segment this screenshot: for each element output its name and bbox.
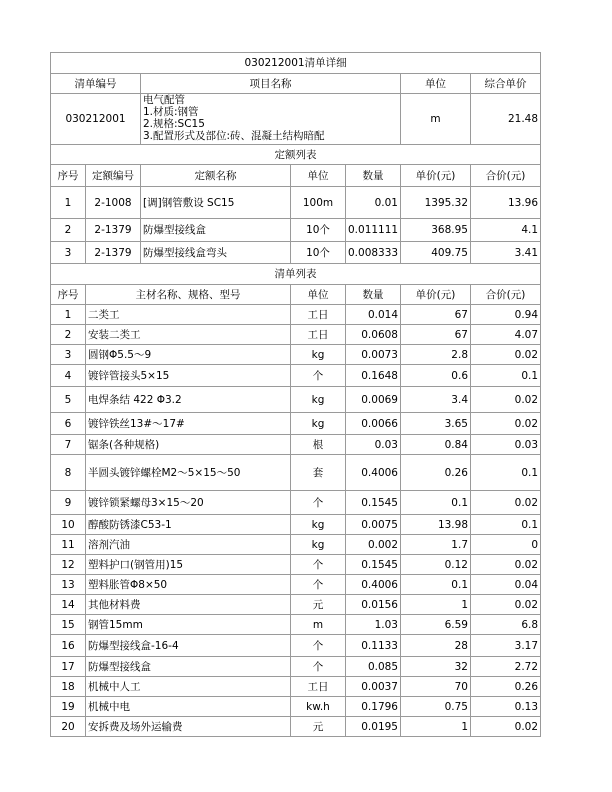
quota-code-header: 定额编号 bbox=[86, 165, 141, 187]
material-total: 3.17 bbox=[471, 635, 541, 657]
material-seq: 12 bbox=[51, 555, 86, 575]
material-unit: kw.h bbox=[291, 697, 346, 717]
material-unit: 套 bbox=[291, 455, 346, 491]
quota-seq: 3 bbox=[51, 242, 86, 264]
quota-code: 2-1008 bbox=[86, 187, 141, 219]
material-qty: 0.0075 bbox=[346, 515, 401, 535]
quota-row bbox=[51, 242, 541, 264]
material-seq: 7 bbox=[51, 435, 86, 455]
quota-seq: 1 bbox=[51, 187, 86, 219]
quota-price-header: 单价(元) bbox=[401, 165, 471, 187]
material-name: 钢管15mm bbox=[86, 615, 291, 635]
material-unit: 根 bbox=[291, 435, 346, 455]
material-qty: 0.0037 bbox=[346, 677, 401, 697]
material-row bbox=[51, 325, 541, 345]
material-total: 0.13 bbox=[471, 697, 541, 717]
material-price: 0.84 bbox=[401, 435, 471, 455]
quota-code: 2-1379 bbox=[86, 219, 141, 242]
material-unit: 个 bbox=[291, 365, 346, 387]
quota-unit: 100m bbox=[291, 187, 346, 219]
quota-unit: 10个 bbox=[291, 242, 346, 264]
material-price: 70 bbox=[401, 677, 471, 697]
quota-total: 13.96 bbox=[471, 187, 541, 219]
quota-qty: 0.01 bbox=[346, 187, 401, 219]
unit-header: 单位 bbox=[401, 74, 471, 94]
material-name: 安装二类工 bbox=[86, 325, 291, 345]
material-unit: 个 bbox=[291, 555, 346, 575]
header-row bbox=[51, 74, 541, 94]
quota-price: 368.95 bbox=[401, 219, 471, 242]
material-qty: 0.002 bbox=[346, 535, 401, 555]
material-unit: m bbox=[291, 615, 346, 635]
material-qty: 0.085 bbox=[346, 657, 401, 677]
material-unit: 工日 bbox=[291, 305, 346, 325]
material-total: 0.02 bbox=[471, 555, 541, 575]
material-row bbox=[51, 435, 541, 455]
material-name: 圆钢Φ5.5～9 bbox=[86, 345, 291, 365]
material-seq: 16 bbox=[51, 635, 86, 657]
material-unit: 工日 bbox=[291, 325, 346, 345]
material-row bbox=[51, 365, 541, 387]
material-seq: 18 bbox=[51, 677, 86, 697]
quota-seq-header: 序号 bbox=[51, 165, 86, 187]
material-price: 0.12 bbox=[401, 555, 471, 575]
material-seq: 2 bbox=[51, 325, 86, 345]
material-total: 0.02 bbox=[471, 387, 541, 413]
materials-section-title: 清单列表 bbox=[51, 264, 541, 285]
material-price: 3.4 bbox=[401, 387, 471, 413]
material-row bbox=[51, 387, 541, 413]
material-seq: 17 bbox=[51, 657, 86, 677]
material-seq: 19 bbox=[51, 697, 86, 717]
material-price: 67 bbox=[401, 325, 471, 345]
material-unit: kg bbox=[291, 387, 346, 413]
quota-row bbox=[51, 219, 541, 242]
material-row bbox=[51, 413, 541, 435]
material-total: 0.02 bbox=[471, 345, 541, 365]
item-desc-line: 1.材质:钢管 bbox=[143, 106, 199, 118]
material-name: 塑料护口(钢管用)15 bbox=[86, 555, 291, 575]
quota-name: 防爆型接线盒 bbox=[141, 219, 291, 242]
material-qty: 1.03 bbox=[346, 615, 401, 635]
item-desc-line: 电气配管 bbox=[143, 94, 185, 106]
material-qty: 0.1545 bbox=[346, 555, 401, 575]
material-price: 1 bbox=[401, 717, 471, 737]
material-row bbox=[51, 515, 541, 535]
material-name: 镀锌管接头5×15 bbox=[86, 365, 291, 387]
quota-name-header: 定额名称 bbox=[141, 165, 291, 187]
material-qty: 0.1796 bbox=[346, 697, 401, 717]
material-name: 镀锌铁丝13#～17# bbox=[86, 413, 291, 435]
quota-qty: 0.008333 bbox=[346, 242, 401, 264]
quota-code: 2-1379 bbox=[86, 242, 141, 264]
material-qty: 0.0156 bbox=[346, 595, 401, 615]
material-row bbox=[51, 677, 541, 697]
material-total: 0 bbox=[471, 535, 541, 555]
code-header: 清单编号 bbox=[51, 74, 141, 94]
material-price: 0.1 bbox=[401, 491, 471, 515]
quota-unit-header: 单位 bbox=[291, 165, 346, 187]
material-unit: 个 bbox=[291, 575, 346, 595]
material-name: 电焊条结 422 Φ3.2 bbox=[86, 387, 291, 413]
material-qty: 0.4006 bbox=[346, 455, 401, 491]
material-unit: 个 bbox=[291, 657, 346, 677]
quota-section-row bbox=[51, 145, 541, 165]
material-qty: 0.0069 bbox=[346, 387, 401, 413]
material-row bbox=[51, 697, 541, 717]
material-row bbox=[51, 717, 541, 737]
material-qty: 0.014 bbox=[346, 305, 401, 325]
material-row bbox=[51, 555, 541, 575]
material-seq: 1 bbox=[51, 305, 86, 325]
material-name: 半圆头镀锌螺栓M2～5×15～50 bbox=[86, 455, 291, 491]
material-seq: 5 bbox=[51, 387, 86, 413]
item-desc-line: 3.配置形式及部位:砖、混凝土结构暗配 bbox=[143, 130, 325, 142]
materials-qty-header: 数量 bbox=[346, 285, 401, 305]
material-name: 塑料胀管Φ8×50 bbox=[86, 575, 291, 595]
material-price: 6.59 bbox=[401, 615, 471, 635]
material-total: 0.26 bbox=[471, 677, 541, 697]
material-seq: 13 bbox=[51, 575, 86, 595]
material-qty: 0.03 bbox=[346, 435, 401, 455]
material-name: 溶剂汽油 bbox=[86, 535, 291, 555]
materials-seq-header: 序号 bbox=[51, 285, 86, 305]
material-row bbox=[51, 635, 541, 657]
material-row bbox=[51, 595, 541, 615]
material-total: 4.07 bbox=[471, 325, 541, 345]
material-unit: 元 bbox=[291, 717, 346, 737]
material-row bbox=[51, 345, 541, 365]
material-row bbox=[51, 305, 541, 325]
material-seq: 8 bbox=[51, 455, 86, 491]
materials-section-row bbox=[51, 264, 541, 285]
materials-header-row bbox=[51, 285, 541, 305]
material-seq: 11 bbox=[51, 535, 86, 555]
material-name: 安拆费及场外运输费 bbox=[86, 717, 291, 737]
material-total: 0.1 bbox=[471, 515, 541, 535]
material-total: 0.02 bbox=[471, 595, 541, 615]
material-total: 0.1 bbox=[471, 365, 541, 387]
material-price: 2.8 bbox=[401, 345, 471, 365]
material-unit: kg bbox=[291, 515, 346, 535]
material-unit: kg bbox=[291, 345, 346, 365]
material-total: 0.02 bbox=[471, 717, 541, 737]
item-description bbox=[141, 94, 401, 145]
material-row bbox=[51, 657, 541, 677]
material-qty: 0.0066 bbox=[346, 413, 401, 435]
material-name: 镀锌锁紧螺母3×15～20 bbox=[86, 491, 291, 515]
quota-unit: 10个 bbox=[291, 219, 346, 242]
material-name: 防爆型接线盒-16-4 bbox=[86, 635, 291, 657]
material-total: 0.02 bbox=[471, 413, 541, 435]
item-desc-line: 2.规格:SC15 bbox=[143, 118, 205, 130]
quota-header-row bbox=[51, 165, 541, 187]
material-total: 0.1 bbox=[471, 455, 541, 491]
material-qty: 0.1133 bbox=[346, 635, 401, 657]
material-price: 32 bbox=[401, 657, 471, 677]
quota-price: 409.75 bbox=[401, 242, 471, 264]
material-total: 0.94 bbox=[471, 305, 541, 325]
material-price: 3.65 bbox=[401, 413, 471, 435]
material-seq: 6 bbox=[51, 413, 86, 435]
material-seq: 20 bbox=[51, 717, 86, 737]
material-name: 防爆型接线盒 bbox=[86, 657, 291, 677]
material-row bbox=[51, 575, 541, 595]
material-seq: 4 bbox=[51, 365, 86, 387]
material-price: 13.98 bbox=[401, 515, 471, 535]
material-row bbox=[51, 491, 541, 515]
material-qty: 0.0073 bbox=[346, 345, 401, 365]
item-row bbox=[51, 94, 541, 145]
material-seq: 3 bbox=[51, 345, 86, 365]
material-unit: 个 bbox=[291, 635, 346, 657]
material-total: 0.02 bbox=[471, 491, 541, 515]
material-seq: 10 bbox=[51, 515, 86, 535]
material-name: 其他材料费 bbox=[86, 595, 291, 615]
material-row bbox=[51, 455, 541, 491]
material-unit: kg bbox=[291, 413, 346, 435]
item-price: 21.48 bbox=[471, 94, 541, 145]
materials-price-header: 单价(元) bbox=[401, 285, 471, 305]
material-unit: 个 bbox=[291, 491, 346, 515]
material-row bbox=[51, 615, 541, 635]
quota-qty-header: 数量 bbox=[346, 165, 401, 187]
material-price: 0.1 bbox=[401, 575, 471, 595]
material-price: 1.7 bbox=[401, 535, 471, 555]
price-header: 综合单价 bbox=[471, 74, 541, 94]
material-qty: 0.4006 bbox=[346, 575, 401, 595]
material-price: 28 bbox=[401, 635, 471, 657]
material-price: 0.26 bbox=[401, 455, 471, 491]
name-header: 项目名称 bbox=[141, 74, 401, 94]
material-seq: 9 bbox=[51, 491, 86, 515]
quota-row bbox=[51, 187, 541, 219]
material-unit: 工日 bbox=[291, 677, 346, 697]
material-total: 0.04 bbox=[471, 575, 541, 595]
material-qty: 0.0195 bbox=[346, 717, 401, 737]
item-unit: m bbox=[401, 94, 471, 145]
quota-seq: 2 bbox=[51, 219, 86, 242]
material-name: 锯条(各种规格) bbox=[86, 435, 291, 455]
quota-section-title: 定额列表 bbox=[51, 145, 541, 165]
material-price: 67 bbox=[401, 305, 471, 325]
material-name: 醇酸防锈漆C53-1 bbox=[86, 515, 291, 535]
quota-price: 1395.32 bbox=[401, 187, 471, 219]
material-seq: 14 bbox=[51, 595, 86, 615]
material-name: 二类工 bbox=[86, 305, 291, 325]
material-qty: 0.1648 bbox=[346, 365, 401, 387]
material-unit: kg bbox=[291, 535, 346, 555]
material-name: 机械中人工 bbox=[86, 677, 291, 697]
title-row bbox=[51, 53, 541, 74]
quota-name: 防爆型接线盒弯头 bbox=[141, 242, 291, 264]
table-title: 030212001清单详细 bbox=[51, 53, 541, 74]
item-code: 030212001 bbox=[51, 94, 141, 145]
material-price: 0.6 bbox=[401, 365, 471, 387]
material-price: 0.75 bbox=[401, 697, 471, 717]
material-price: 1 bbox=[401, 595, 471, 615]
quota-total: 3.41 bbox=[471, 242, 541, 264]
material-qty: 0.0608 bbox=[346, 325, 401, 345]
materials-unit-header: 单位 bbox=[291, 285, 346, 305]
bill-detail-table bbox=[50, 52, 541, 737]
material-total: 0.03 bbox=[471, 435, 541, 455]
quota-name: [调]钢管敷设 SC15 bbox=[141, 187, 291, 219]
quota-total: 4.1 bbox=[471, 219, 541, 242]
material-total: 6.8 bbox=[471, 615, 541, 635]
materials-name-header: 主材名称、规格、型号 bbox=[86, 285, 291, 305]
material-unit: 元 bbox=[291, 595, 346, 615]
material-row bbox=[51, 535, 541, 555]
material-name: 机械中电 bbox=[86, 697, 291, 717]
material-seq: 15 bbox=[51, 615, 86, 635]
quota-qty: 0.011111 bbox=[346, 219, 401, 242]
materials-total-header: 合价(元) bbox=[471, 285, 541, 305]
material-qty: 0.1545 bbox=[346, 491, 401, 515]
material-total: 2.72 bbox=[471, 657, 541, 677]
quota-total-header: 合价(元) bbox=[471, 165, 541, 187]
